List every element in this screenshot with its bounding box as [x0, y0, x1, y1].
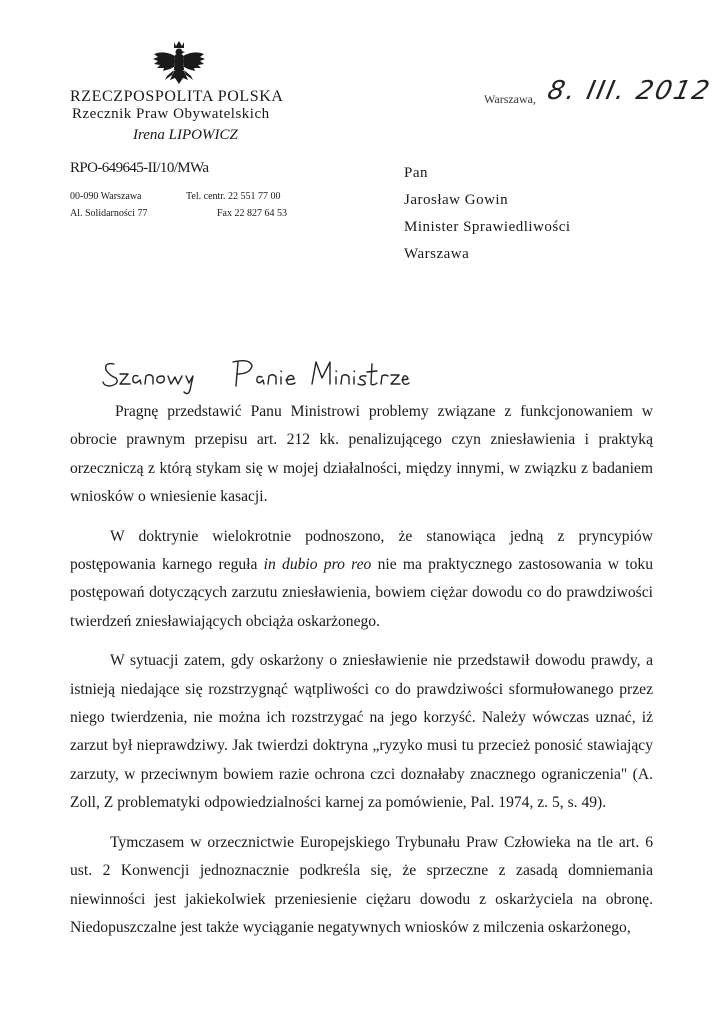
- recipient-title: Minister Sprawiedliwości: [404, 219, 571, 235]
- official-name: Irena LIPOWICZ: [133, 127, 238, 143]
- recipient-salutation: Pan: [404, 165, 428, 181]
- paragraph-3: W sytuacji zatem, gdy oskarżony o zniesławienie nie przedstawił dowodu prawdy, a istnieją niedające się rozstrzygnąć wątpliwości co do prawdziwości sformułowanego przez niego twierdzenia, nie można ich rozstrzygać na jego korzyść. Należy wówczas uznać, iż zarzut był nieprawdziwy. Jak twierdzi doktryna „ryzyko musi tu przecież ponosić stawiający zarzuty, w przeciwnym bowiem razie ochrona czci doznałaby znacznego ograniczenia" (A. Zoll, Z problematyki odpowiedzialności karnej za pomówienie, Pal. 1974, z. 5, s. 49).: [70, 652, 653, 812]
- sender-address: [70, 188, 148, 222]
- letter-body: [70, 398, 653, 942]
- address-line-2: Al. Solidarności 77: [70, 208, 148, 219]
- institution-name: RZECZPOSPOLITA POLSKA: [70, 88, 284, 105]
- phone-number: Tel. centr. 22 551 77 00: [186, 191, 281, 202]
- date-city: Warszawa,: [484, 92, 537, 106]
- office-name: Rzecznik Praw Obywatelskich: [72, 106, 270, 122]
- latin-phrase: in dubio pro reo: [263, 556, 372, 574]
- address-line-1: 00-090 Warszawa: [70, 191, 142, 202]
- paragraph-2: [70, 523, 653, 637]
- recipient-name: Jarosław Gowin: [404, 192, 509, 208]
- reference-number: RPO-649645-II/10/MWa: [70, 160, 209, 176]
- eagle-emblem-icon: [150, 40, 208, 90]
- paragraph-2-part-2: nie ma praktycznego zastosowania w toku postępowań dotyczących zarzutu zniesławienia, bowiem ciężar dowodu co do prawdziwości twierdzeń zniesławiających obciąża oskarżonego.: [70, 556, 653, 630]
- recipient-city: Warszawa: [404, 246, 470, 262]
- fax-number: Fax 22 827 64 53: [217, 208, 287, 219]
- paragraph-1: Pragnę przedstawić Panu Ministrowi problemy związane z funkcjonowaniem w obrocie prawnym przepisu art. 212 kk. penalizującego czyn zniesławienia i praktyką orzeczniczą z którą stykam się w mojej działalności, między innymi, w związku z badaniem wniosków o wniesienie kasacji.: [70, 403, 653, 506]
- sender-contact: [186, 188, 287, 222]
- recipient-block: [404, 160, 571, 268]
- paragraph-4: Tymczasem w orzecznictwie Europejskiego Trybunału Praw Człowieka na tle art. 6 ust. 2 Konwencji jednoznacznie podkreśla się, że sprzeczne z zasadą domniemania niewinności jest jakiekolwiek przeniesienie ciężaru dowodu z oskarżyciela na obronę. Niedopuszczalne jest także wyciąganie negatywnych wniosków z milczenia oskarżonego,: [70, 833, 653, 936]
- handwritten-greeting: [100, 350, 410, 400]
- paragraph-2-part-1: W doktrynie wielokrotnie podnoszono, że stanowiąca jedną z pryncypiów postępowania karnego reguła: [70, 527, 653, 574]
- handwritten-date: 8. III. 2012: [544, 76, 714, 106]
